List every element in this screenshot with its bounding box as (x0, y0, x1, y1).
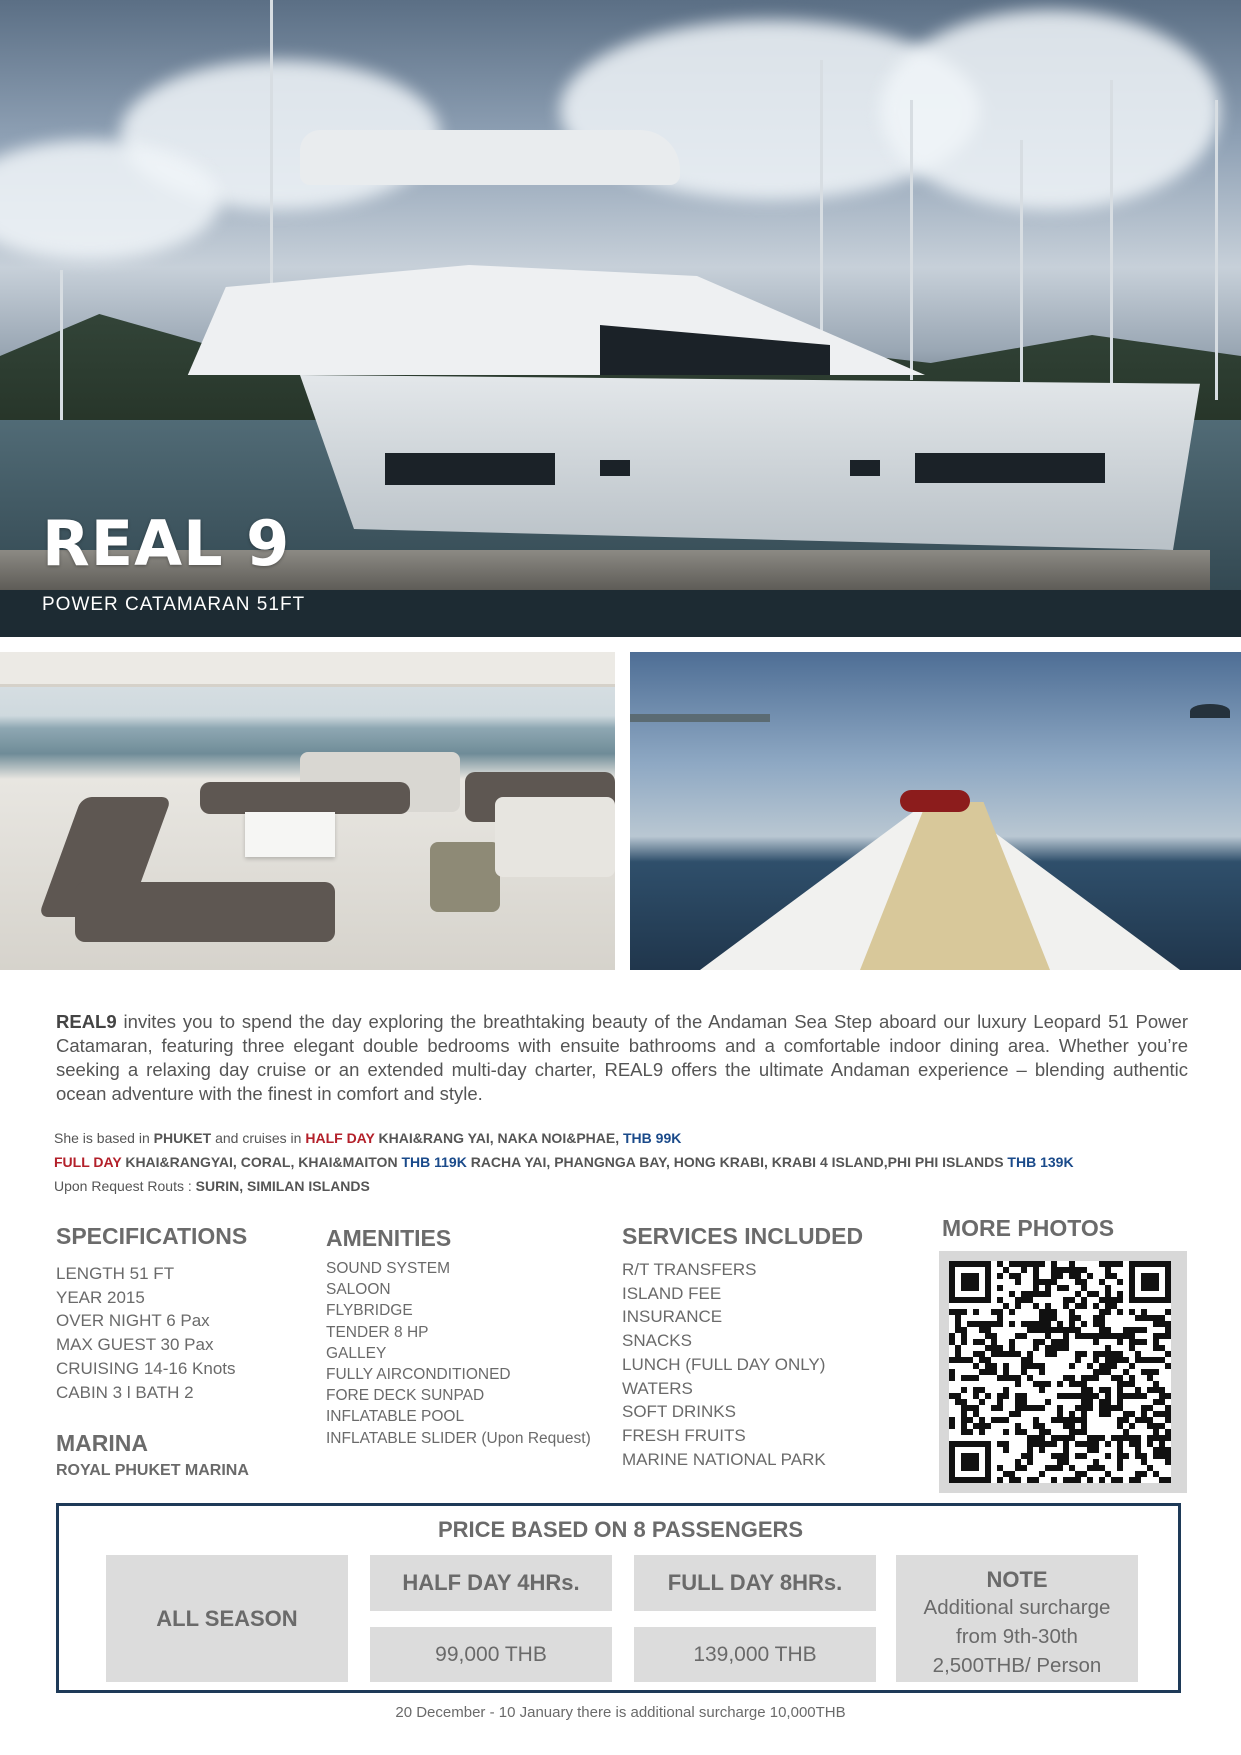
services-heading: SERVICES INCLUDED (622, 1223, 864, 1249)
note-title: NOTE (986, 1567, 1048, 1592)
list-item: FRESH FRUITS (622, 1425, 746, 1445)
half-day-route-price: THB 99K (623, 1130, 682, 1146)
list-item: INFLATABLE POOL (326, 1408, 465, 1426)
route-line-upon-request (54, 1178, 1204, 1194)
half-day-route: KHAI&RANG YAI, NAKA NOI&PHAE, (374, 1130, 623, 1146)
note-line: Additional surcharge (923, 1596, 1111, 1619)
specifications-list (56, 1262, 236, 1404)
description (56, 1010, 1188, 1106)
foredeck-photo (630, 652, 1241, 970)
list-item: SOUND SYSTEM (326, 1260, 451, 1277)
route-line-half-day (54, 1130, 1204, 1146)
qr-code-frame (939, 1251, 1187, 1493)
marina-name: ROYAL PHUKET MARINA (56, 1462, 249, 1479)
list-item: R/T TRANSFERS (622, 1260, 757, 1279)
list-item: OVER NIGHT 6 Pax (56, 1311, 210, 1331)
list-item: MARINE NATIONAL PARK (622, 1449, 826, 1469)
route-text: She is based in (54, 1130, 154, 1146)
boat-title: REAL 9 (42, 507, 291, 580)
full-day-label-cell: FULL DAY 8HRs. (634, 1555, 876, 1611)
amenities-list (326, 1258, 591, 1449)
note-line: 2,500THB/ Person (932, 1654, 1102, 1677)
note-cell (896, 1555, 1138, 1682)
full-day-route: RACHA YAI, PHANGNGA BAY, HONG KRABI, KRABI 4 ISLAND,PHI PHI ISLANDS (466, 1154, 1004, 1170)
half-day-price-cell: 99,000 THB (370, 1627, 612, 1682)
list-item: GALLEY (326, 1344, 387, 1362)
amenities-heading: AMENITIES (326, 1225, 452, 1251)
description-text: invites you to spend the day exploring the breathtaking beauty of the Andaman Sea Step aboard our luxury Leopard 51 Power Catamaran, featuring three elegant double bedrooms with ensuite bathrooms and a comfortable indoor dining area. Whether you’re seeking a relaxing day cruise or an extended multi-day charter, REAL9 offers the ultimate Andaman experience – blending authentic ocean adventure with the finest in comfort and style. (56, 1011, 1188, 1104)
specifications-heading: SPECIFICATIONS (56, 1223, 248, 1249)
full-day-route-price: THB 119K (397, 1154, 467, 1170)
services-list (622, 1258, 826, 1471)
price-table-title: PRICE BASED ON 8 PASSENGERS (437, 1517, 804, 1542)
list-item: SNACKS (622, 1331, 692, 1351)
marina-heading: MARINA (56, 1430, 148, 1456)
list-item: FULLY AIRCONDITIONED (326, 1366, 511, 1384)
list-item: FORE DECK SUNPAD (326, 1387, 485, 1405)
upon-request-label: Upon Request Routs : (54, 1178, 196, 1194)
route-line-full-day (54, 1154, 1204, 1170)
list-item: FLYBRIDGE (326, 1302, 413, 1320)
half-day-label-cell: HALF DAY 4HRs. (370, 1555, 612, 1611)
list-item: CABIN 3 l BATH 2 (56, 1382, 194, 1402)
full-day-route: KHAI&RANGYAI, CORAL, KHAI&MAITON (121, 1154, 398, 1170)
list-item: SOFT DRINKS (622, 1402, 736, 1422)
boat-subtitle: POWER CATAMARAN 51FT (42, 594, 306, 615)
list-item: SALOON (326, 1281, 391, 1299)
surcharge-footnote: 20 December - 10 January there is additional surcharge 10,000THB (395, 1704, 846, 1721)
qr-code[interactable] (949, 1261, 1171, 1483)
more-photos-heading: MORE PHOTOS (942, 1215, 1115, 1241)
list-item: INFLATABLE SLIDER (Upon Request) (326, 1429, 591, 1447)
home-port: PHUKET (153, 1130, 212, 1146)
full-day-price-cell: 139,000 THB (634, 1627, 876, 1682)
half-day-label: HALF DAY (305, 1130, 375, 1146)
upon-request-routes: SURIN, SIMILAN ISLANDS (195, 1178, 370, 1194)
full-day-label: FULL DAY (54, 1154, 122, 1170)
note-line: from 9th-30th (956, 1625, 1078, 1648)
list-item: INSURANCE (622, 1307, 723, 1327)
list-item: ISLAND FEE (622, 1283, 722, 1303)
brand-name: REAL9 (56, 1011, 117, 1032)
list-item: LENGTH 51 FT (56, 1264, 175, 1283)
list-item: WATERS (622, 1378, 693, 1398)
qr-code-graphic (949, 1261, 1171, 1483)
season-cell: ALL SEASON (106, 1555, 348, 1682)
list-item: TENDER 8 HP (326, 1323, 429, 1341)
list-item: MAX GUEST 30 Pax (56, 1335, 214, 1355)
flybridge-photo (0, 652, 615, 970)
list-item: CRUISING 14-16 Knots (56, 1358, 236, 1378)
list-item: YEAR 2015 (56, 1287, 145, 1307)
list-item: LUNCH (FULL DAY ONLY) (622, 1354, 826, 1374)
full-day-route-price: THB 139K (1003, 1154, 1074, 1170)
route-text: and cruises in (211, 1130, 306, 1146)
